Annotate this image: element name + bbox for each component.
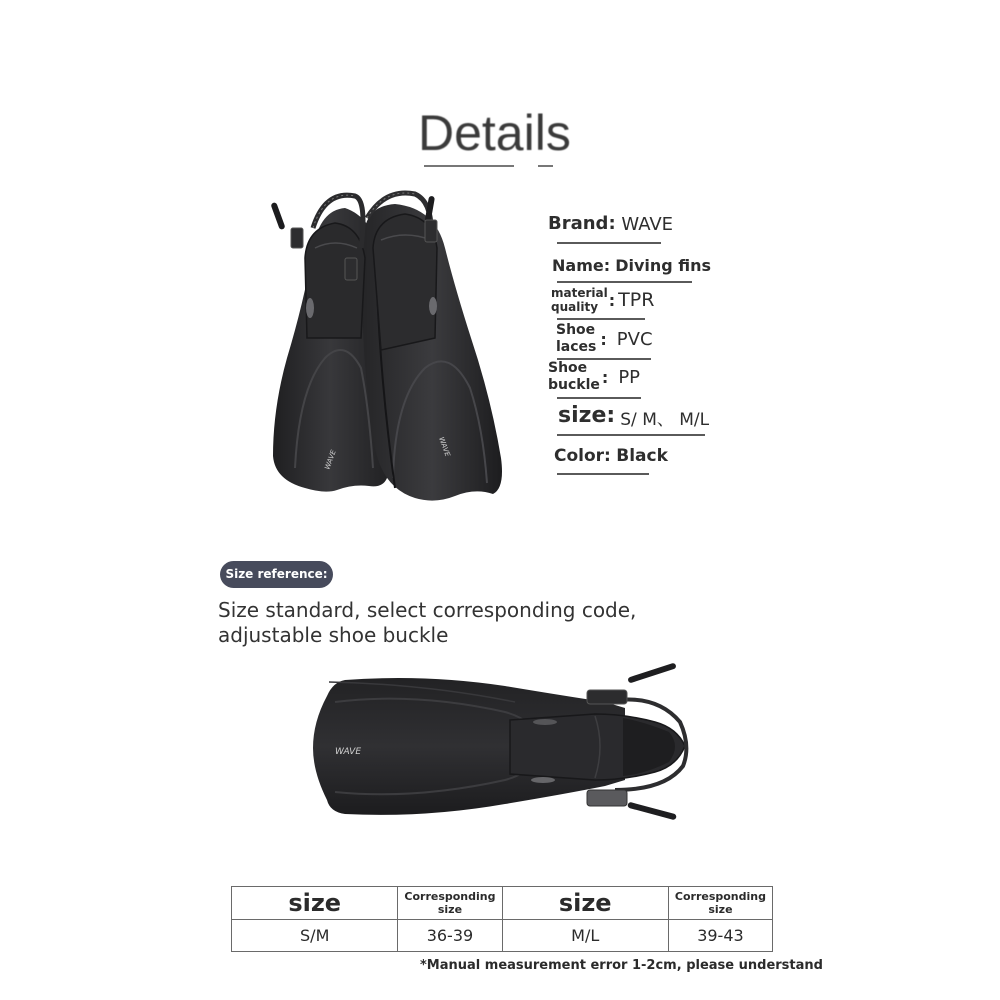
spec-brand-label: Brand: (548, 213, 616, 234)
spec-color (554, 446, 668, 466)
size-reference-description: Size standard, select corresponding code, adjustable shoe buckle (218, 598, 637, 647)
size-table-header-row (232, 887, 773, 920)
spec-shoe-laces-label: Shoe laces (556, 322, 597, 355)
title-underline-accent (538, 165, 553, 167)
spec-shoe-buckle: Shoe buckle : PP (548, 360, 641, 393)
svg-text:WAVE: WAVE (335, 747, 362, 757)
spec-shoe-buckle-label: Shoe buckle (548, 360, 600, 393)
size-table-cell: S/M (232, 920, 398, 952)
fin-side-view-image (305, 662, 695, 827)
spec-divider (557, 281, 692, 283)
spec-material-value: TPR (618, 289, 655, 311)
spec-divider (557, 318, 645, 320)
spec-name-value: Diving fins (615, 256, 712, 275)
spec-divider (557, 473, 649, 475)
spec-divider (557, 242, 661, 244)
spec-material-label: material quality (551, 286, 608, 314)
spec-color-value: Black (616, 446, 668, 466)
fins-top-view-image (265, 188, 515, 506)
size-table-header: Corresponding size (398, 887, 502, 920)
size-table-cell: M/L (502, 920, 668, 952)
svg-text:WAVE: WAVE (437, 435, 452, 458)
size-table (231, 886, 773, 952)
size-reference-badge: Size reference: (220, 561, 333, 588)
spec-material: material quality : TPR (551, 286, 655, 314)
size-table-header: size (232, 887, 398, 920)
title-underline (424, 165, 514, 167)
spec-size (558, 403, 709, 430)
spec-brand (548, 213, 673, 235)
size-table-cell: 36-39 (398, 920, 502, 952)
spec-size-value: S/ M、 M/L (620, 410, 710, 430)
spec-color-label: Color: (554, 446, 611, 466)
spec-size-label: size: (558, 403, 616, 428)
size-table-cell: 39-43 (668, 920, 772, 952)
page-title: Details (418, 105, 571, 161)
svg-text:WAVE: WAVE (323, 448, 338, 471)
spec-shoe-laces-value: PVC (616, 328, 653, 350)
measurement-note: *Manual measurement error 1-2cm, please understand (420, 958, 823, 973)
size-table-row (232, 920, 773, 952)
spec-divider (557, 434, 705, 436)
spec-shoe-laces: Shoe laces : PVC (556, 322, 653, 355)
spec-name-label: Name: (552, 256, 611, 275)
spec-shoe-buckle-value: PP (618, 366, 641, 388)
size-table-header: Corresponding size (668, 887, 772, 920)
size-table-header: size (502, 887, 668, 920)
spec-brand-value: WAVE (621, 213, 674, 235)
spec-divider (557, 397, 641, 399)
spec-name (552, 256, 711, 275)
